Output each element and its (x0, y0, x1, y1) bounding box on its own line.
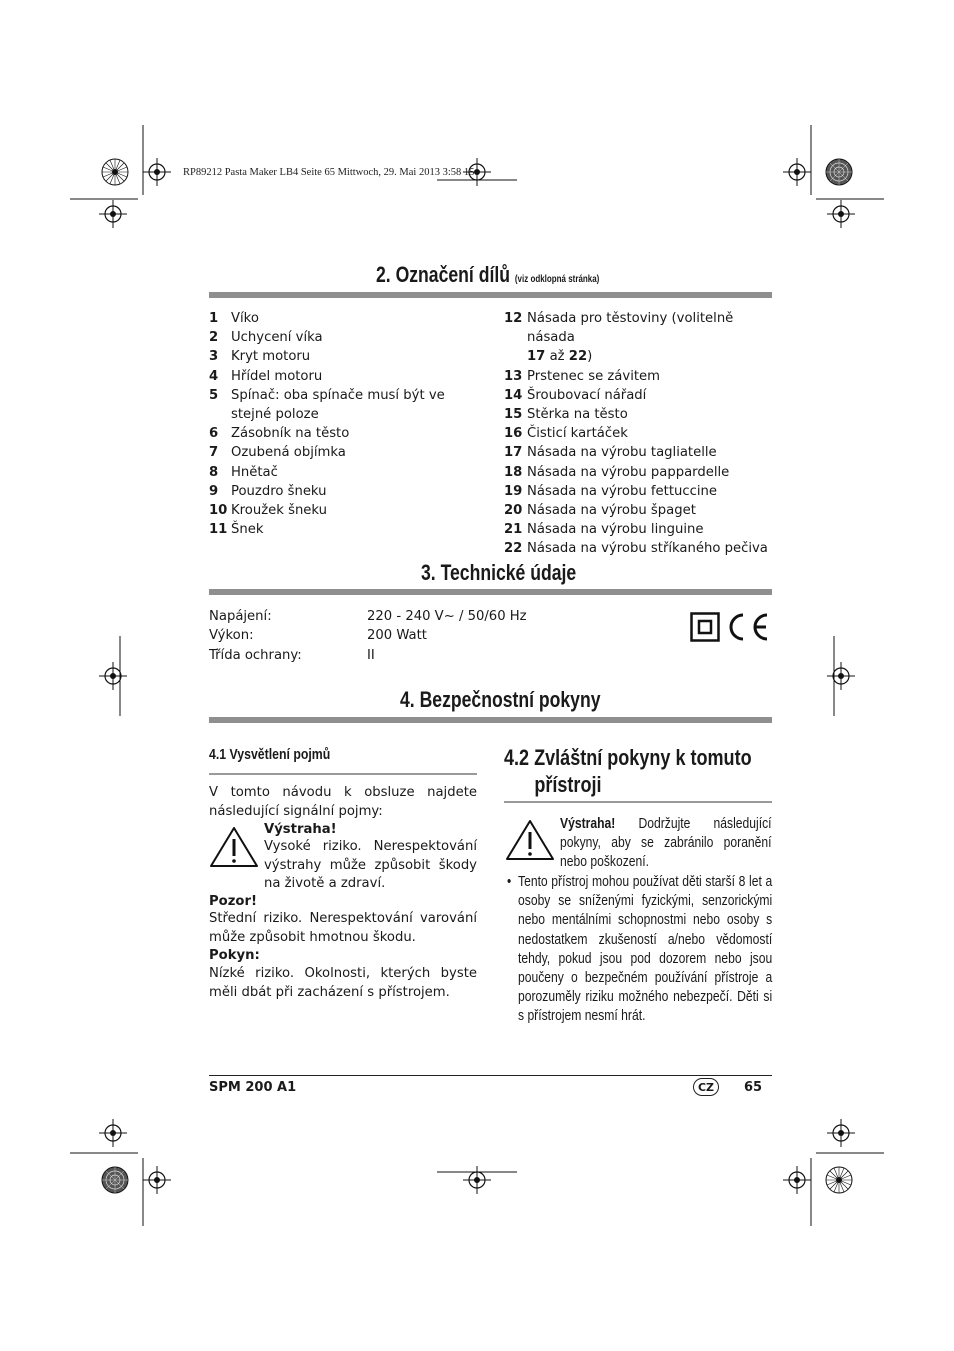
list-item: 21 Násada na výrobu linguine (504, 522, 704, 538)
spec-value-power: 200 Watt (367, 628, 427, 643)
list-item: 9 Pouzdro šneku (209, 483, 327, 499)
list-item: 3 Kryt motoru (209, 349, 311, 365)
parts-list-right (504, 309, 774, 559)
warning-triangle-icon (209, 826, 259, 868)
list-item: 13 Prstenec se závitem (504, 368, 660, 384)
section-3-title: 3. Technické údaje (421, 560, 577, 585)
list-item: 17 Násada na výrobu tagliatelle (504, 445, 717, 461)
list-item: 4 Hřídel motoru (209, 368, 323, 384)
device-warning-text: Dodržujte následující pokyny, aby se zabránilo poranění nebo poškození. (560, 816, 772, 871)
subsection-4-1-rule (209, 773, 477, 775)
list-item: 8 Hnětač (209, 464, 278, 480)
caution-term: Pozor! (209, 894, 257, 909)
list-item: 12 Násada pro těstoviny (volitelně násada 17 až 22) (504, 311, 734, 365)
ce-mark-icon (726, 611, 770, 643)
section-2-title: 2. Označení dílů (viz odklopná stránka) (376, 262, 600, 287)
caution-description: Střední riziko. Nerespektování varování může způsobit hmotnou škodu. (209, 911, 477, 945)
list-item: 1 Víko (209, 311, 259, 326)
list-item: 22 Násada na výrobu stříkaného pečiva (504, 541, 768, 557)
spec-value-protection-class: II (367, 648, 375, 663)
bullet-marker: • (507, 874, 512, 890)
device-warning (560, 815, 772, 873)
list-item: 19 Násada na výrobu fettuccine (504, 483, 717, 499)
print-header: RP89212 Pasta Maker LB4 Seite 65 Mittwoch, 29. Mai 2013 3:58 15 (183, 167, 475, 178)
list-item: 5 Spínač: oba spínače musí být ve stejné poloze (209, 387, 445, 423)
list-item: 2 Uchycení víka (209, 330, 323, 346)
page-number: 65 (744, 1080, 763, 1095)
list-item: 20 Násada na výrobu špaget (504, 503, 696, 519)
section-4-rule (209, 717, 772, 723)
parts-list-right-rest (504, 367, 774, 559)
list-item: 6 Zásobník na těsto (209, 426, 350, 442)
language-badge: CZ (693, 1078, 719, 1096)
spec-label-protection-class: Třída ochrany: (209, 648, 302, 663)
section-2-rule (209, 292, 772, 298)
list-item: 11 Šnek (209, 522, 264, 538)
footer-rule (209, 1075, 772, 1076)
list-item: 14 Šroubovací nářadí (504, 387, 647, 403)
subsection-4-2-rule (504, 801, 772, 803)
section-2-note: (viz odklopná stránka) (514, 274, 600, 285)
spec-label-power-supply: Napájení: (209, 609, 272, 624)
note-description: Nízké riziko. Okolnosti, kterých byste měli dbát při zacházení s přístrojem. (209, 966, 477, 1000)
subsection-4-2-title: 4.2 Zvláštní pokyny k tomuto přístroji (504, 745, 752, 797)
list-item: 18 Násada na výrobu pappardelle (504, 464, 730, 480)
footer-model: SPM 200 A1 (209, 1080, 297, 1095)
list-item: 16 Čisticí kartáček (504, 426, 628, 442)
list-item: 7 Ozubená objímka (209, 445, 346, 461)
warning-description: Vysoké riziko. Nerespektování výstrahy může způsobit škody na životě a zdraví. (264, 839, 477, 891)
subsection-4-1-title: 4.1 Vysvětlení pojmů (209, 746, 331, 763)
warning-triangle-icon (505, 819, 555, 861)
protection-class-ii-icon (690, 612, 720, 642)
section-4-title: 4. Bezpečnostní pokyny (400, 687, 601, 712)
spec-value-power-supply: 220 - 240 V~ / 50/60 Hz (367, 609, 527, 624)
device-warning-term: Výstraha! (560, 816, 616, 832)
warning-term: Výstraha! (264, 822, 337, 837)
signal-terms-intro: V tomto návodu k obsluze najdete následující signální pojmy: (209, 785, 477, 819)
list-item: 10 Kroužek šneku (209, 503, 328, 519)
parts-list-left (209, 309, 471, 539)
note-term: Pokyn: (209, 948, 260, 963)
children-safety-notice: Tento přístroj mohou používat děti starší 8 let a osoby se sníženými fyzickými, senzorickými nebo mentálními schopnostmi nebo osoby s nedostatkem zkušeností a/nebo vědomostí tehdy, pokud jsou pod dozorem nebo jsou poučeny o bezpečném používání přístroje a porozuměly riziku možného nebezpečí. Děti si s přístrojem nesmí hrát. (518, 874, 773, 1025)
list-item: 15 Stěrka na těsto (504, 407, 628, 423)
section-3-rule (209, 589, 772, 595)
spec-label-power: Výkon: (209, 628, 254, 643)
